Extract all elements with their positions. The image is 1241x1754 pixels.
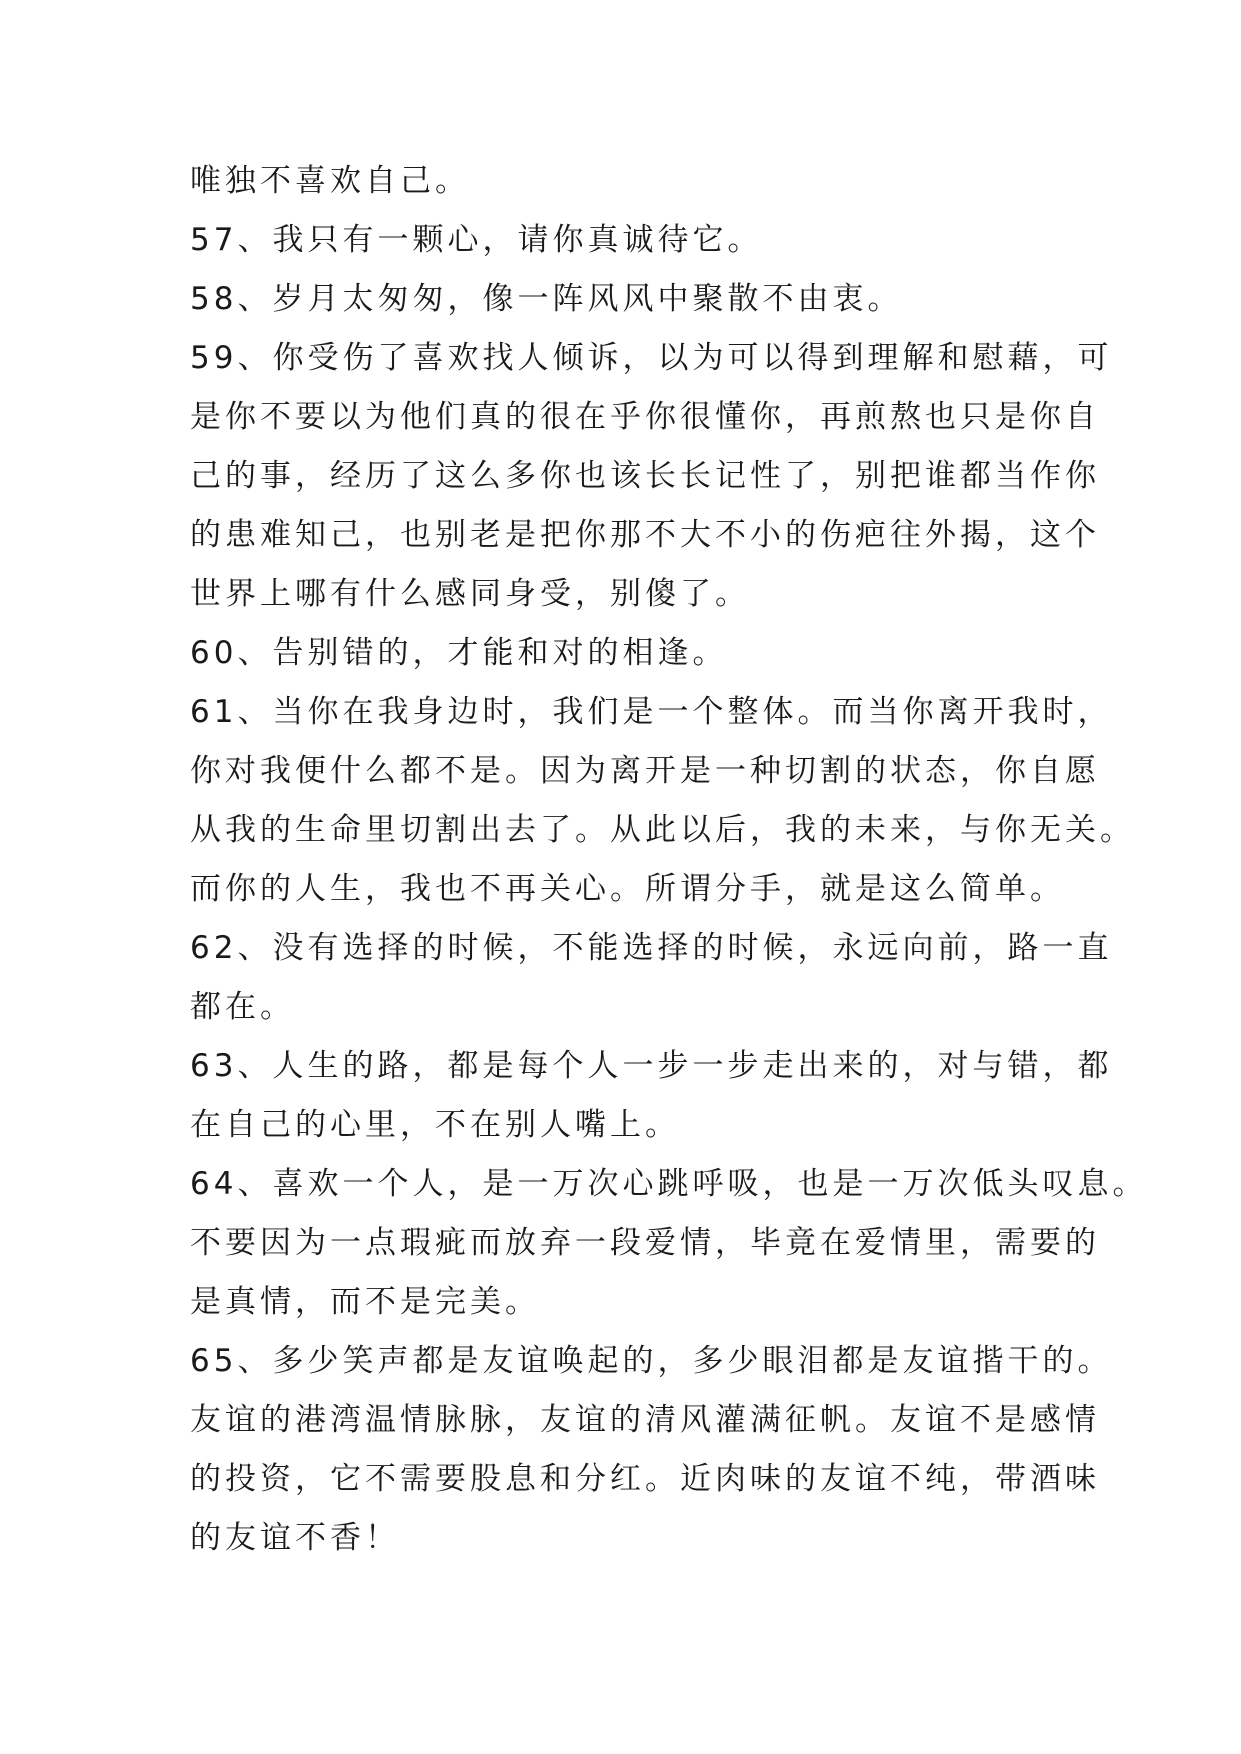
text-line: 在自己的心里，不在别人嘴上。	[190, 1107, 680, 1143]
text-line: 57、我只有一颗心，请你真诚待它。	[190, 222, 763, 258]
document-body	[190, 152, 1148, 1568]
text-line: 63、人生的路，都是每个人一步一步走出来的，对与错，都	[190, 1048, 1113, 1084]
text-line: 唯独不喜欢自己。	[190, 163, 470, 199]
text-line: 的友谊不香！	[190, 1520, 400, 1556]
text-line: 65、多少笑声都是友谊唤起的，多少眼泪都是友谊揩干的。	[190, 1343, 1113, 1379]
text-line: 61、当你在我身边时，我们是一个整体。而当你离开我时，	[190, 694, 1113, 730]
text-line: 从我的生命里切割出去了。从此以后，我的未来，与你无关。	[190, 812, 1135, 848]
text-line: 世界上哪有什么感同身受，别傻了。	[190, 576, 750, 612]
text-line: 友谊的港湾温情脉脉，友谊的清风灌满征帆。友谊不是感情	[190, 1402, 1100, 1438]
text-line: 58、岁月太匆匆，像一阵风风中聚散不由衷。	[190, 281, 903, 317]
text-line: 是真情，而不是完美。	[190, 1284, 540, 1320]
text-line: 不要因为一点瑕疵而放弃一段爱情，毕竟在爱情里，需要的	[190, 1225, 1100, 1261]
text-line: 62、没有选择的时候，不能选择的时候，永远向前，路一直	[190, 930, 1113, 966]
text-line: 60、告别错的，才能和对的相逢。	[190, 635, 728, 671]
text-line: 你对我便什么都不是。因为离开是一种切割的状态，你自愿	[190, 753, 1100, 789]
text-line: 己的事，经历了这么多你也该长长记性了，别把谁都当作你	[190, 458, 1100, 494]
text-line: 的投资，它不需要股息和分红。近肉味的友谊不纯，带酒味	[190, 1461, 1100, 1497]
text-line: 59、你受伤了喜欢找人倾诉，以为可以得到理解和慰藉，可	[190, 340, 1113, 376]
text-line: 都在。	[190, 989, 295, 1025]
text-line: 是你不要以为他们真的很在乎你很懂你，再煎熬也只是你自	[190, 399, 1100, 435]
text-line: 而你的人生，我也不再关心。所谓分手，就是这么简单。	[190, 871, 1065, 907]
text-line: 64、喜欢一个人，是一万次心跳呼吸，也是一万次低头叹息。	[190, 1166, 1148, 1202]
text-line: 的患难知己，也别老是把你那不大不小的伤疤往外揭，这个	[190, 517, 1100, 553]
